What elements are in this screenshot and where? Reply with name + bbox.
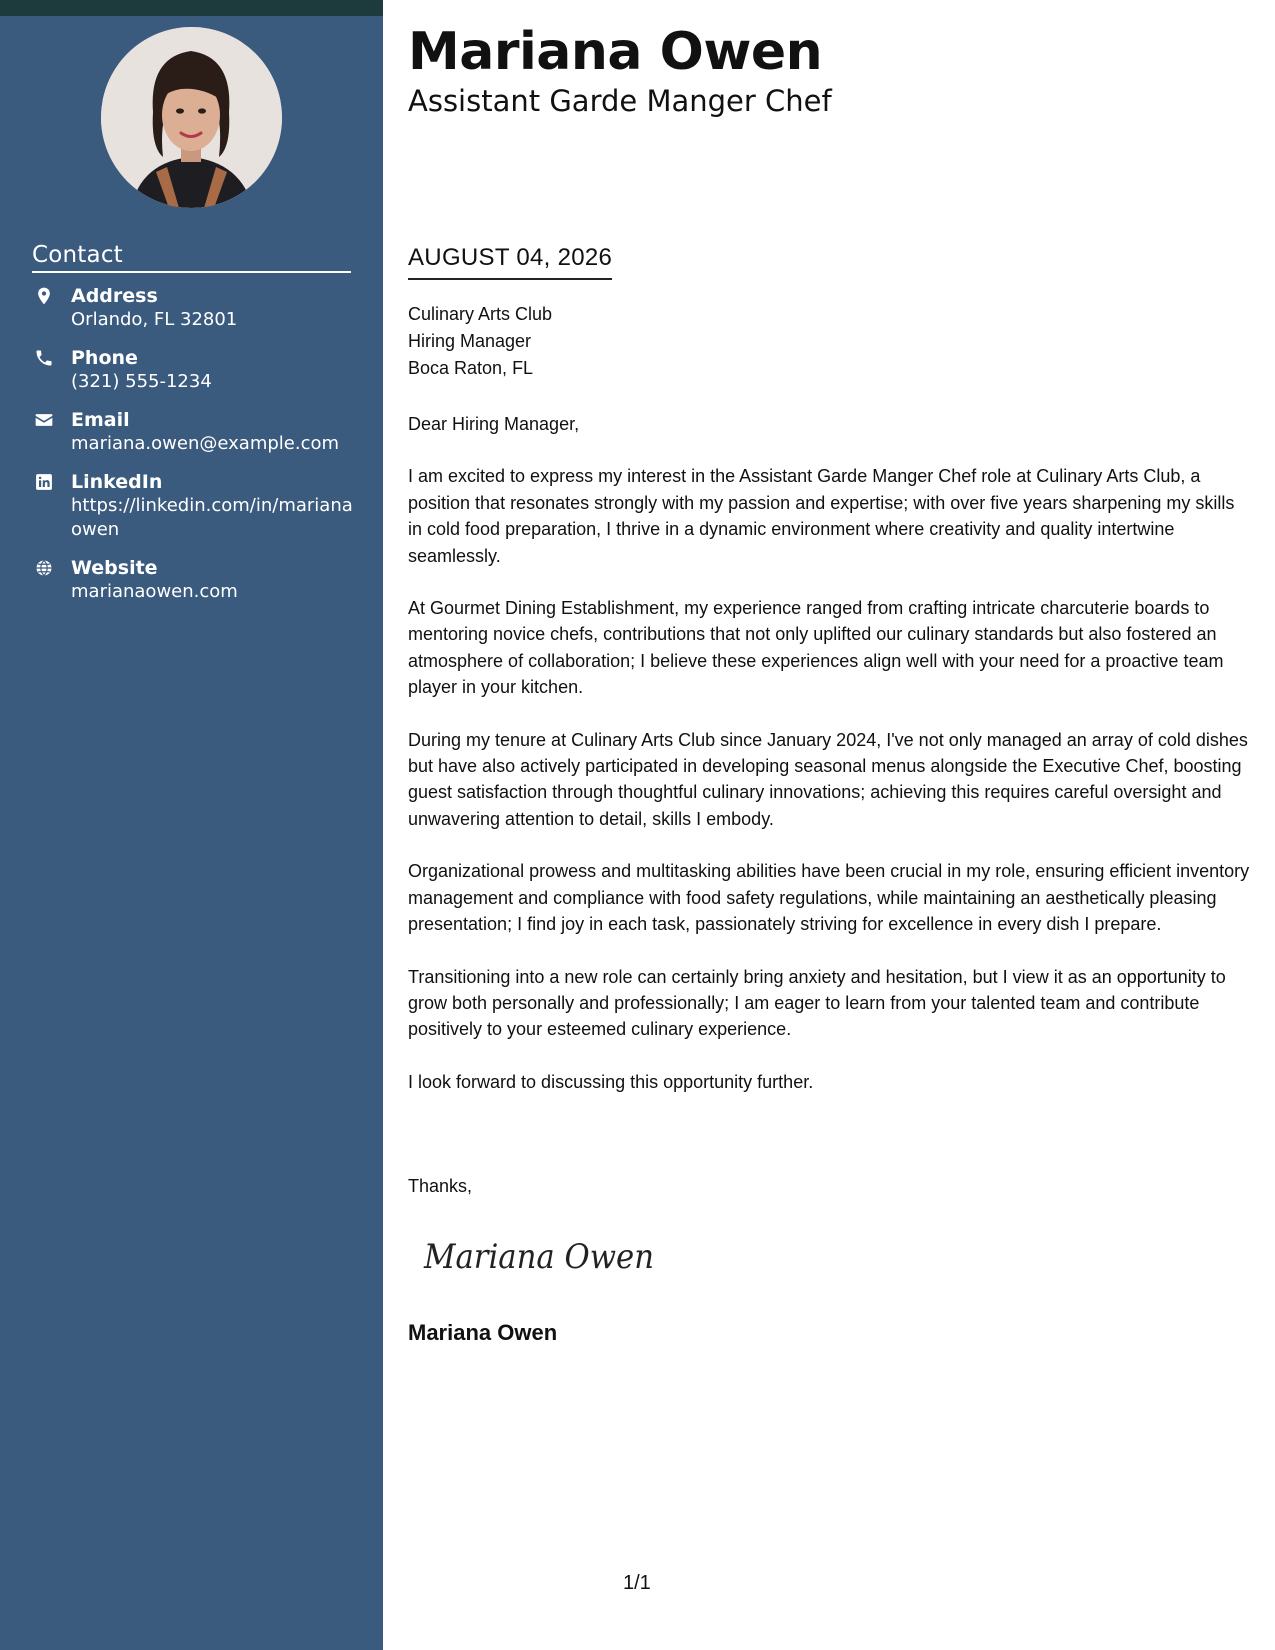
contact-item-phone <box>32 346 357 394</box>
body-paragraph: Organizational prowess and multitasking abilities have been crucial in my role, ensuring efficient inventory management and compliance with food safety regulations, while maintaining an aesthetically pleasing presentation; I find joy in each task, passionately striving for excellence in every dish I prepare. <box>408 861 1250 935</box>
linkedin-value[interactable]: https://linkedin.com/in/marianaowen <box>71 495 353 540</box>
recipient-contact: Hiring Manager <box>408 331 532 351</box>
applicant-name: Mariana Owen <box>408 22 823 82</box>
recipient-location: Boca Raton, FL <box>408 358 534 378</box>
phone-value: (321) 555-1234 <box>71 371 212 392</box>
greeting: Dear Hiring Manager, <box>408 414 580 434</box>
closing: Thanks, <box>408 1176 473 1196</box>
contact-label: Email <box>71 409 130 431</box>
contact-label: Phone <box>71 347 138 369</box>
body-paragraph: I look forward to discussing this opportunity further. <box>408 1071 814 1092</box>
contact-heading: Contact <box>32 242 351 273</box>
sidebar <box>0 0 383 1650</box>
letter-body <box>408 411 1253 1121</box>
email-value[interactable]: mariana.owen@example.com <box>71 433 340 454</box>
recipient-block <box>408 301 552 382</box>
recipient-company: Culinary Arts Club <box>408 304 553 324</box>
signed-name: Mariana Owen <box>408 1320 558 1345</box>
contact-item-email <box>32 408 357 456</box>
location-pin-icon <box>34 286 54 306</box>
profile-photo <box>101 27 282 208</box>
envelope-icon <box>34 410 54 430</box>
contact-label: Website <box>71 557 158 579</box>
body-paragraph: Transitioning into a new role can certainly bring anxiety and hesitation, but I view it as an opportunity to grow both personally and professionally; I am eager to learn from your talented team and contribute positively to your esteemed culinary experience. <box>408 966 1226 1040</box>
website-value[interactable]: marianaowen.com <box>71 581 238 602</box>
contact-label: Address <box>71 285 158 307</box>
body-paragraph: At Gourmet Dining Establishment, my experience ranged from crafting intricate charcuterie boards to mentoring novice chefs, contributions that not only uplifted our culinary standards but also fostered an atmosphere of collaboration; I believe these experiences align well with your need for a proactive team player in your kitchen. <box>408 598 1224 698</box>
phone-icon <box>34 348 54 368</box>
contact-item-address <box>32 284 357 332</box>
body-paragraph: I am excited to express my interest in the Assistant Garde Manger Chef role at Culinary Arts Club, a position that resonates strongly with my passion and expertise; with over five years sharpening my skills in cold food preparation, I thrive in a dynamic environment where creativity and quality intertwine seamlessly. <box>408 466 1235 566</box>
address-value: Orlando, FL 32801 <box>71 309 238 330</box>
contact-item-website <box>32 556 357 604</box>
page-number: 1/1 <box>623 1572 651 1594</box>
contact-item-linkedin <box>32 470 357 542</box>
globe-icon <box>34 558 54 578</box>
contact-list <box>32 284 357 618</box>
body-paragraph: During my tenure at Culinary Arts Club since January 2024, I've not only managed an array of cold dishes but have also actively participated in developing seasonal menus alongside the Executive Chef, boosting guest satisfaction through thoughtful culinary innovations; achieving this requires careful oversight and unwavering attention to detail, skills I embody. <box>408 729 1248 829</box>
contact-label: LinkedIn <box>71 471 163 493</box>
signature-text: Mariana Owen <box>423 1237 654 1277</box>
signature-image <box>422 1228 662 1284</box>
job-title: Assistant Garde Manger Chef <box>408 84 832 118</box>
letter-date: AUGUST 04, 2026 <box>408 244 612 280</box>
sidebar-top-bar <box>0 0 383 16</box>
linkedin-icon <box>34 472 54 492</box>
